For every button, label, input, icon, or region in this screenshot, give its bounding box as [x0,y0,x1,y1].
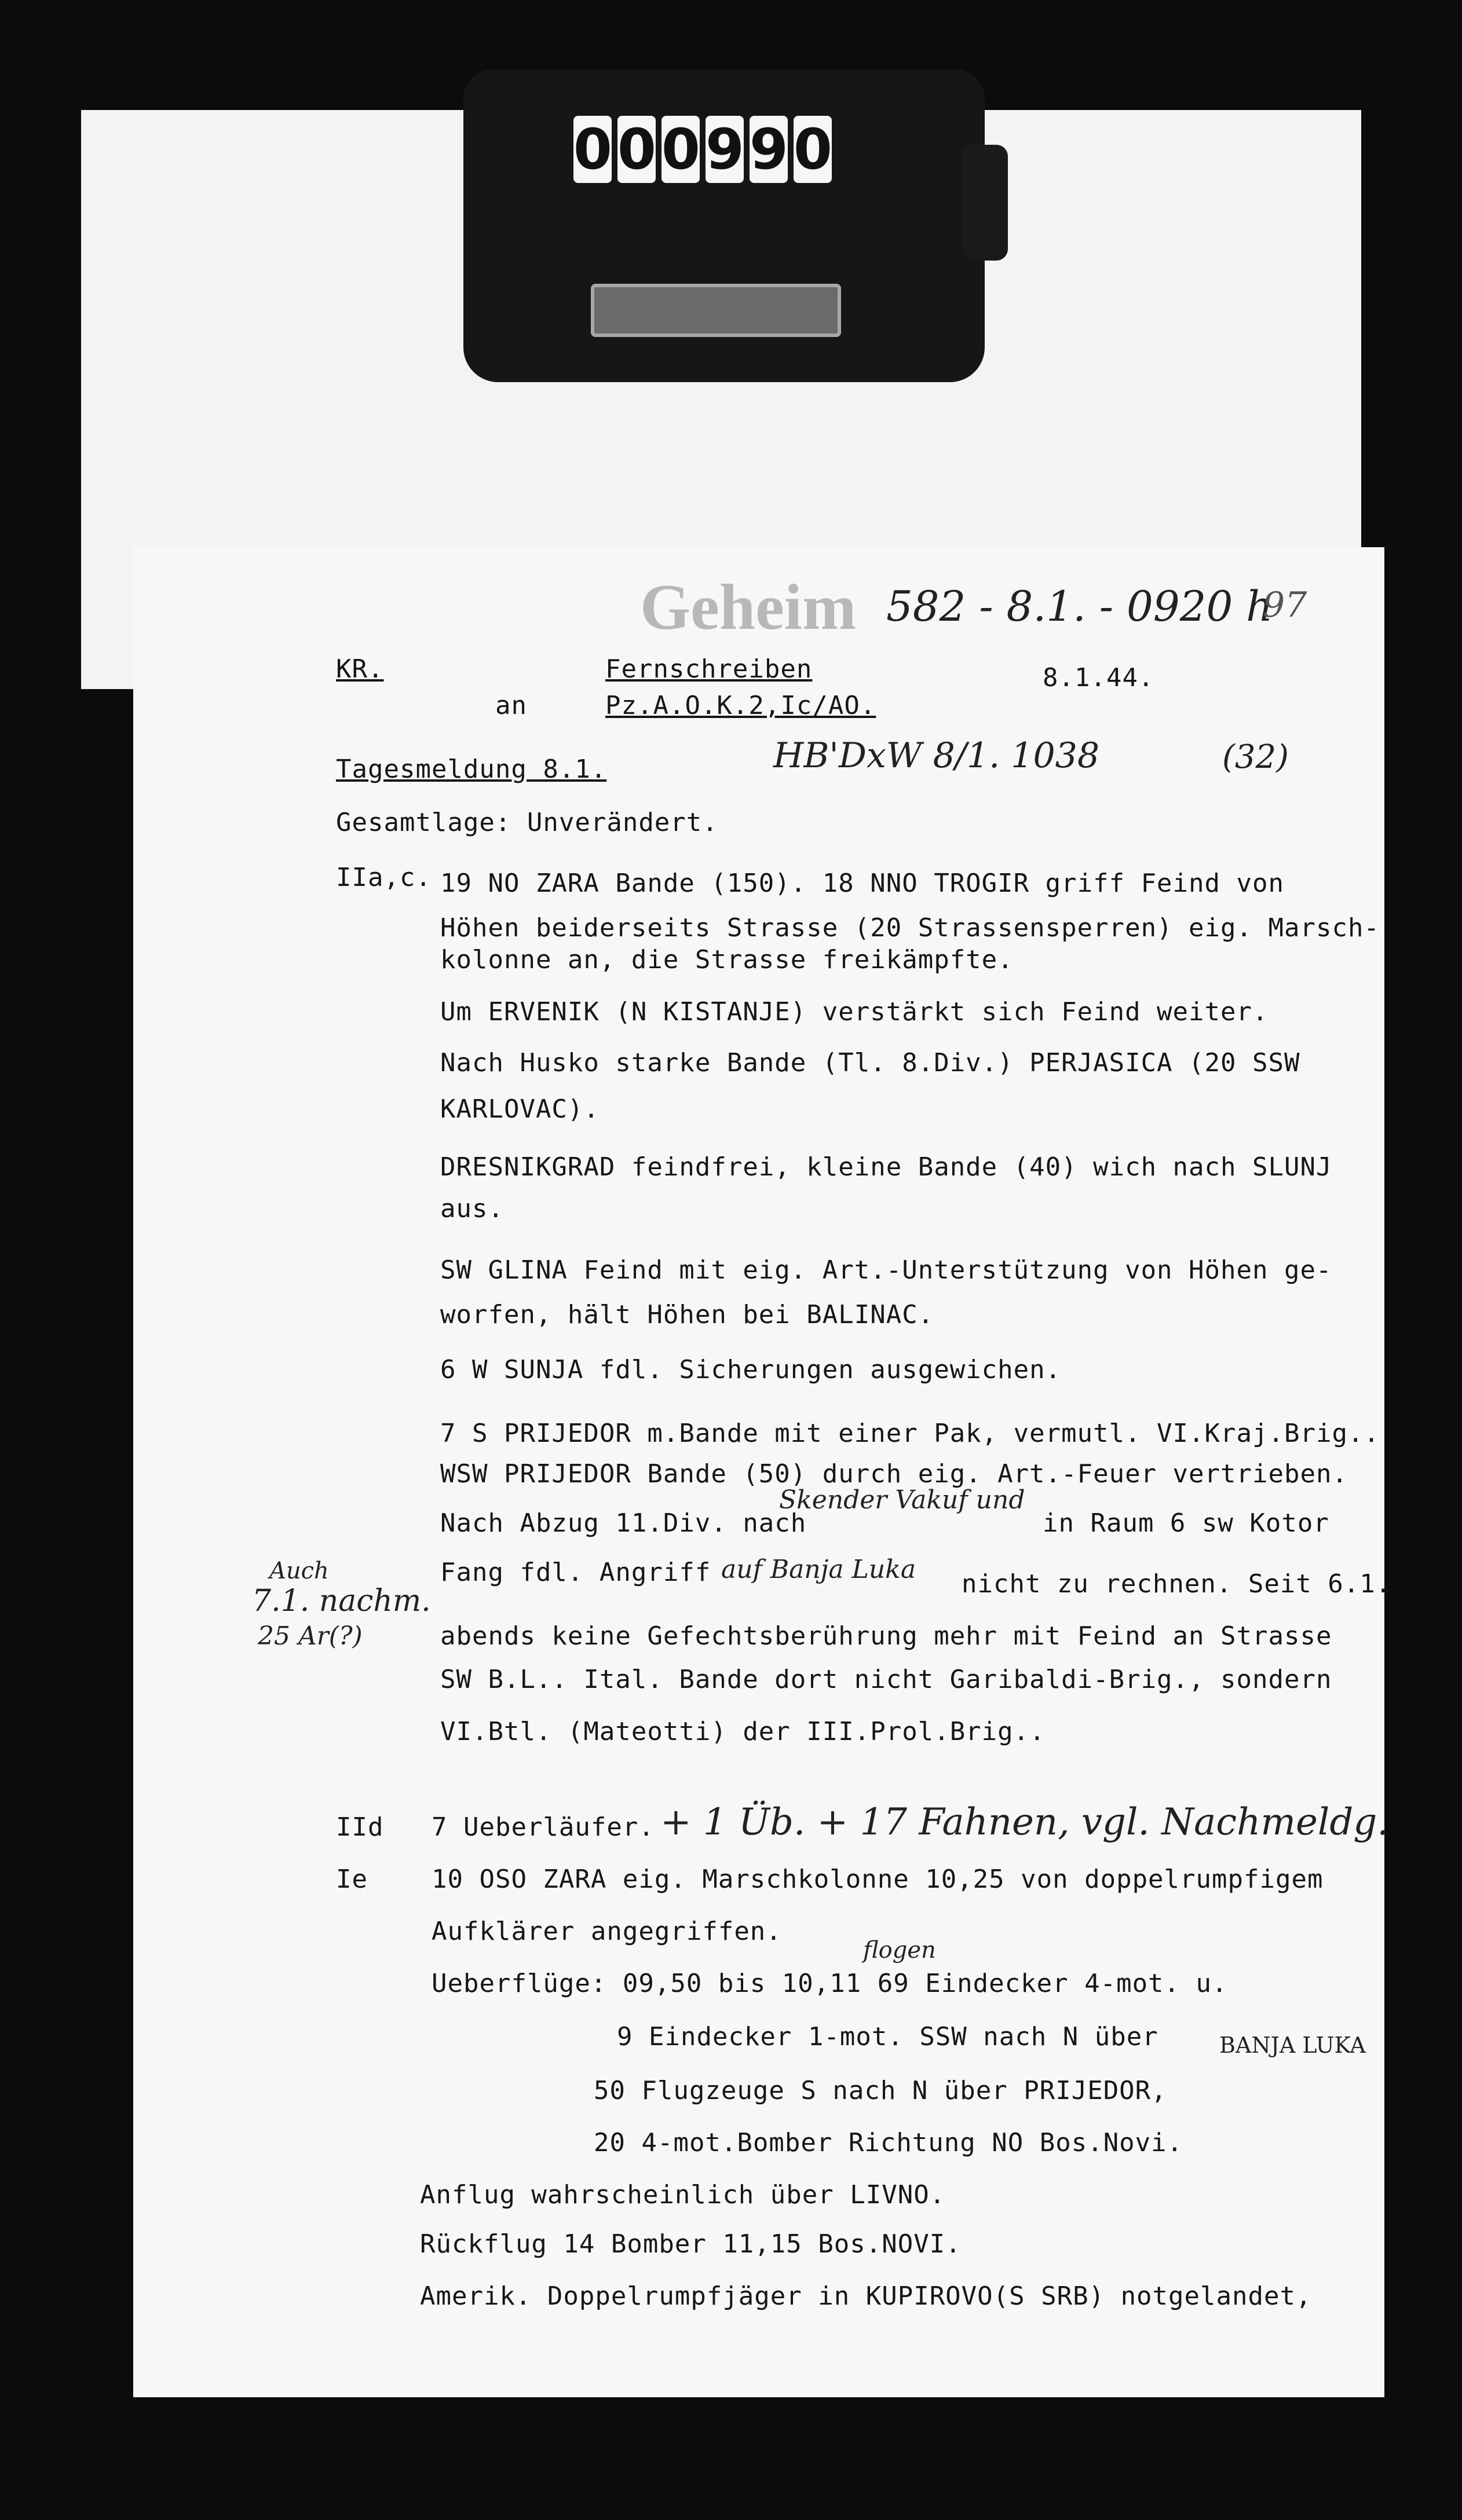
body-line: aus. [440,1194,504,1224]
counter-digit: 0 [794,117,832,182]
body-line: kolonne an, die Strasse freikämpfte. [440,945,1014,975]
body-line: in Raum 6 sw Kotor [1043,1508,1329,1538]
report-title: Tagesmeldung 8.1. [336,754,607,784]
body-line: Höhen beiderseits Strasse (20 Strassensperren) eig. Marsch- [440,913,1380,943]
body-line: 7 Ueberläufer. [432,1812,655,1842]
handwritten-transmit-note: HB'DxW 8/1. 1038 [773,735,1099,776]
body-line: Amerik. Doppelrumpfjäger in KUPIROVO(S SRB) notgelandet, [420,2281,1312,2311]
handwritten-reference: 582 - 8.1. - 0920 h [886,582,1273,631]
body-line: Aufklärer angegriffen. [432,1917,782,1946]
body-line: SW B.L.. Ital. Bande dort nicht Garibaldi-Brig., sondern [440,1665,1332,1694]
body-line: Um ERVENIK (N KISTANJE) verstärkt sich Feind weiter. [440,997,1269,1027]
body-line: Nach Husko starke Bande (Tl. 8.Div.) PERJASICA (20 SSW [440,1048,1300,1078]
body-line: 10 OSO ZARA eig. Marschkolonne 10,25 von doppelrumpfigem [432,1865,1324,1894]
counter-nameplate [591,284,841,337]
body-line: nicht zu rechnen. Seit 6.1. [962,1569,1392,1599]
header-recipient: Pz.A.O.K.2,Ic/AO. [605,691,876,720]
counter-digit: 9 [706,117,744,182]
body-line: WSW PRIJEDOR Bande (50) durch eig. Art.-Feuer vertrieben. [440,1459,1348,1489]
body-line: DRESNIKGRAD feindfrei, kleine Bande (40) wich nach SLUNJ [440,1152,1332,1182]
handwritten-margin-note: 7.1. nachm. [252,1584,431,1618]
handwritten-page-number: 97 [1263,585,1307,625]
handwritten-insert: flogen [863,1937,936,1964]
handwritten-note: + 1 Üb. + 17 Fahnen, vgl. Nachmeldg. [660,1801,1389,1844]
counter-digit: 0 [573,117,612,182]
counter-digit: 9 [750,117,788,182]
body-line: worfen, hält Höhen bei BALINAC. [440,1300,934,1329]
handwritten-insert: Skender Vakuf und [779,1485,1025,1515]
body-line: SW GLINA Feind mit eig. Art.-Unterstützung von Höhen ge- [440,1255,1332,1285]
section-label: IId [336,1812,384,1842]
counter-knob [962,145,1008,261]
body-line: 7 S PRIJEDOR m.Bande mit einer Pak, vermutl. VI.Kraj.Brig.. [440,1419,1380,1448]
handwritten-insert: BANJA LUKA [1219,2032,1366,2058]
section-label: IIa,c. [336,863,432,892]
handwritten-insert: auf Banja Luka [721,1555,916,1584]
counter-digit: 0 [617,117,656,182]
body-line: 20 4-mot.Bomber Richtung NO Bos.Novi. [594,2128,1183,2158]
counter-digits [573,116,832,185]
handwritten-margin-note: 25 Ar(?) [258,1621,363,1651]
body-line: Fang fdl. Angriff [440,1558,711,1587]
body-line: VI.Btl. (Mateotti) der III.Prol.Brig.. [440,1717,1046,1746]
header-an: an [495,691,527,720]
secret-stamp: Geheim [640,572,857,643]
header-kr: KR. [336,654,384,684]
body-line: 6 W SUNJA fdl. Sicherungen ausgewichen. [440,1355,1062,1384]
section-label: Ie [336,1865,368,1894]
body-line: Nach Abzug 11.Div. nach [440,1508,807,1538]
header-fernschreiben: Fernschreiben [605,654,813,684]
body-line: 19 NO ZARA Bande (150). 18 NNO TROGIR griff Feind von [440,869,1284,898]
body-line: Anflug wahrscheinlich über LIVNO. [420,2180,946,2210]
counter-digit: 0 [661,117,700,182]
handwritten-margin-note: Auch [269,1558,329,1584]
body-line: Ueberflüge: 09,50 bis 10,11 69 Eindecker 4-mot. u. [432,1969,1228,1998]
body-line: KARLOVAC). [440,1094,600,1124]
handwritten-transmit-tail: (32) [1222,738,1289,776]
body-line: 9 Eindecker 1-mot. SSW nach N über [617,2022,1158,2052]
body-line: abends keine Gefechtsberührung mehr mit Feind an Strasse [440,1621,1332,1651]
body-line: Gesamtlage: Unverändert. [336,808,718,837]
header-date: 8.1.44. [1043,663,1154,693]
frame-counter-device [452,58,1008,382]
body-line: 50 Flugzeuge S nach N über PRIJEDOR, [594,2076,1167,2105]
body-line: Rückflug 14 Bomber 11,15 Bos.NOVI. [420,2229,962,2259]
